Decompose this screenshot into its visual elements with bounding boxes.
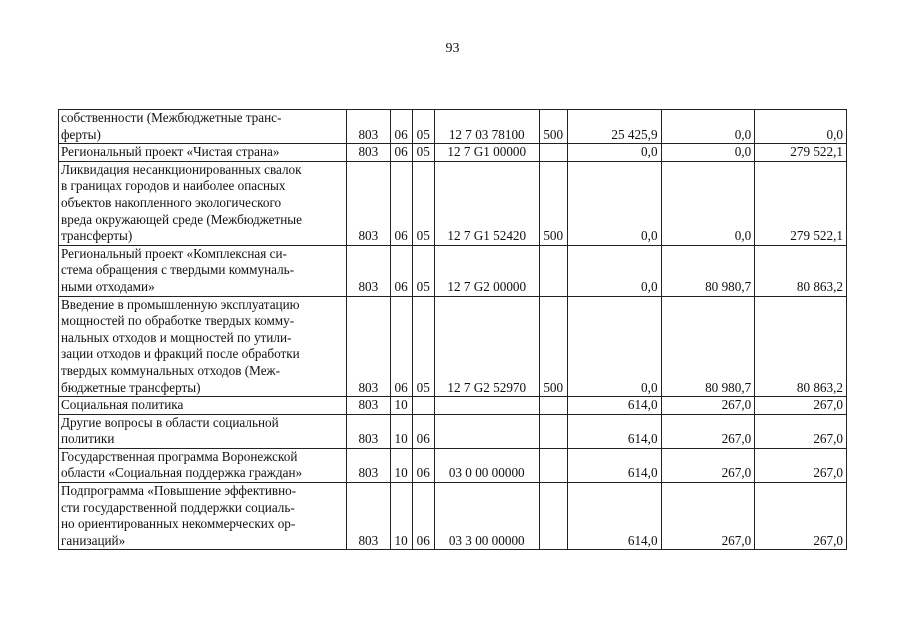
item-name-line: Ликвидация несанкционированных свалок (61, 161, 302, 177)
target-article-cell (434, 414, 539, 448)
item-name-line: Социальная политика (61, 397, 184, 413)
subsection-code-cell (412, 397, 434, 415)
amount-1-cell: 0,0 (567, 245, 661, 296)
item-name-cell (59, 161, 347, 245)
table-row (59, 110, 847, 144)
item-name-line: стема обращения с твердыми коммуналь- (61, 262, 295, 278)
section-code-cell: 10 (390, 397, 412, 415)
item-name-cell (59, 448, 347, 482)
subsection-code-cell: 06 (412, 448, 434, 482)
item-name-line: собственности (Межбюджетные транс- (61, 110, 282, 125)
amount-2-cell: 80 980,7 (661, 296, 755, 397)
amount-2-cell: 267,0 (661, 414, 755, 448)
table-row (59, 414, 847, 448)
ministry-code-cell: 803 (347, 448, 390, 482)
item-name-line: в границах городов и наиболее опасных (61, 178, 286, 194)
subsection-code-cell: 06 (412, 414, 434, 448)
section-code-cell: 06 (390, 296, 412, 397)
item-name-line: зации отходов и фракций после обработки (61, 346, 300, 362)
amount-2-cell: 267,0 (661, 448, 755, 482)
item-name-line: Государственная программа Воронежской (61, 448, 298, 464)
table-row (59, 397, 847, 415)
target-article-cell: 03 3 00 00000 (434, 483, 539, 550)
section-code-cell: 06 (390, 245, 412, 296)
amount-1-cell: 614,0 (567, 448, 661, 482)
subsection-code-cell: 05 (412, 296, 434, 397)
amount-2-cell: 0,0 (661, 144, 755, 162)
amount-1-cell: 614,0 (567, 414, 661, 448)
section-code-cell: 10 (390, 448, 412, 482)
item-name-line: Подпрограмма «Повышение эффективно- (61, 483, 297, 499)
subsection-code-cell: 06 (412, 483, 434, 550)
item-name-cell (59, 483, 347, 550)
section-code-cell: 10 (390, 414, 412, 448)
target-article-cell: 12 7 G1 00000 (434, 144, 539, 162)
ministry-code-cell: 803 (347, 245, 390, 296)
table-row (59, 245, 847, 296)
amount-2-cell: 0,0 (661, 161, 755, 245)
item-name-line: твердых коммунальных отходов (Меж- (61, 362, 281, 378)
expense-type-cell: 500 (539, 110, 567, 144)
ministry-code-cell: 803 (347, 483, 390, 550)
amount-1-cell: 0,0 (567, 161, 661, 245)
amount-1-cell: 614,0 (567, 483, 661, 550)
table-body (59, 110, 847, 550)
expense-type-cell (539, 414, 567, 448)
item-name-cell (59, 397, 347, 415)
page-number: 93 (445, 41, 460, 56)
subsection-code-cell: 05 (412, 144, 434, 162)
item-name-line: трансферты) (61, 228, 133, 244)
item-name-line: но ориентированных некоммерческих ор- (61, 516, 296, 532)
ministry-code-cell: 803 (347, 161, 390, 245)
ministry-code-cell: 803 (347, 397, 390, 415)
item-name-cell (59, 245, 347, 296)
target-article-cell: 12 7 G1 52420 (434, 161, 539, 245)
item-name-line: Введение в промышленную эксплуатацию (61, 296, 300, 312)
item-name-line: бюджетные трансферты) (61, 379, 201, 395)
expense-type-cell (539, 245, 567, 296)
ministry-code-cell: 803 (347, 144, 390, 162)
section-code-cell: 10 (390, 483, 412, 550)
table-row (59, 161, 847, 245)
ministry-code-cell: 803 (347, 110, 390, 144)
target-article-cell: 12 7 03 78100 (434, 110, 539, 144)
item-name-line: Региональный проект «Комплексная си- (61, 245, 287, 261)
expense-type-cell (539, 144, 567, 162)
amount-2-cell: 0,0 (661, 110, 755, 144)
amount-1-cell: 614,0 (567, 397, 661, 415)
amount-3-cell: 279 522,1 (755, 144, 847, 162)
amount-3-cell: 80 863,2 (755, 296, 847, 397)
expense-type-cell (539, 397, 567, 415)
item-name-line: Другие вопросы в области социальной (61, 414, 279, 430)
item-name-line: области «Социальная поддержка граждан» (61, 465, 303, 481)
amount-1-cell: 0,0 (567, 144, 661, 162)
item-name-cell (59, 144, 347, 162)
amount-3-cell: 279 522,1 (755, 161, 847, 245)
table-row (59, 144, 847, 162)
amount-3-cell: 267,0 (755, 397, 847, 415)
subsection-code-cell: 05 (412, 110, 434, 144)
item-name-line: нальных отходов и мощностей по утили- (61, 329, 292, 345)
amount-2-cell: 267,0 (661, 483, 755, 550)
item-name-cell (59, 414, 347, 448)
item-name-line: сти государственной поддержки социаль- (61, 499, 295, 515)
target-article-cell: 12 7 G2 00000 (434, 245, 539, 296)
amount-3-cell: 267,0 (755, 483, 847, 550)
item-name-line: ганизаций» (61, 532, 126, 548)
item-name-line: вреда окружающей среде (Межбюджетные (61, 211, 303, 227)
expense-type-cell (539, 483, 567, 550)
item-name-line: мощностей по обработке твердых комму- (61, 313, 295, 329)
item-name-line: ферты) (61, 126, 101, 142)
amount-2-cell: 267,0 (661, 397, 755, 415)
expense-type-cell: 500 (539, 161, 567, 245)
target-article-cell: 03 0 00 00000 (434, 448, 539, 482)
item-name-line: ными отходами» (61, 278, 155, 294)
table-row (59, 448, 847, 482)
item-name-line: объектов накопленного экологического (61, 194, 282, 210)
ministry-code-cell: 803 (347, 414, 390, 448)
table-row (59, 483, 847, 550)
amount-3-cell: 0,0 (755, 110, 847, 144)
expense-type-cell (539, 448, 567, 482)
budget-table (58, 109, 847, 550)
section-code-cell: 06 (390, 110, 412, 144)
section-code-cell: 06 (390, 144, 412, 162)
item-name-line: Региональный проект «Чистая страна» (61, 144, 280, 160)
section-code-cell: 06 (390, 161, 412, 245)
amount-3-cell: 80 863,2 (755, 245, 847, 296)
table-row (59, 296, 847, 397)
item-name-cell (59, 110, 347, 144)
item-name-cell (59, 296, 347, 397)
amount-2-cell: 80 980,7 (661, 245, 755, 296)
ministry-code-cell: 803 (347, 296, 390, 397)
amount-1-cell: 0,0 (567, 296, 661, 397)
target-article-cell: 12 7 G2 52970 (434, 296, 539, 397)
subsection-code-cell: 05 (412, 245, 434, 296)
amount-3-cell: 267,0 (755, 448, 847, 482)
amount-1-cell: 25 425,9 (567, 110, 661, 144)
amount-3-cell: 267,0 (755, 414, 847, 448)
item-name-line: политики (61, 431, 115, 447)
expense-type-cell: 500 (539, 296, 567, 397)
subsection-code-cell: 05 (412, 161, 434, 245)
target-article-cell (434, 397, 539, 415)
